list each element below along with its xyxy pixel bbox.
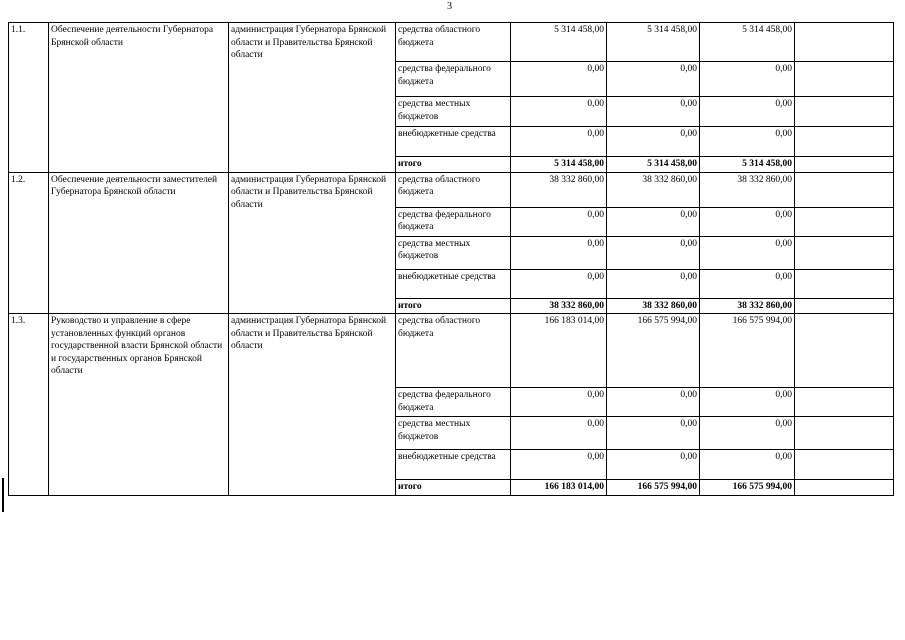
value-year-2: 0,00 <box>607 450 700 480</box>
value-year-3: 0,00 <box>700 236 795 269</box>
margin-mark <box>2 478 4 512</box>
source-name: средства федерального бюджета <box>396 388 511 417</box>
empty-cell <box>795 157 894 173</box>
budget-table <box>8 22 894 496</box>
executor-cell: администрация Губернатора Брянской области и Правительства Брянской области <box>229 314 396 496</box>
value-year-3: 5 314 458,00 <box>700 23 795 62</box>
value-year-3: 0,00 <box>700 450 795 480</box>
empty-cell <box>795 450 894 480</box>
row-index: 1.1. <box>9 23 49 173</box>
total-year-3: 5 314 458,00 <box>700 157 795 173</box>
source-name: внебюджетные средства <box>396 127 511 157</box>
source-name: внебюджетные средства <box>396 269 511 298</box>
total-year-1: 38 332 860,00 <box>511 298 607 314</box>
value-year-2: 0,00 <box>607 62 700 97</box>
value-year-2: 38 332 860,00 <box>607 172 700 207</box>
value-year-3: 38 332 860,00 <box>700 172 795 207</box>
page-number: 3 <box>447 1 452 12</box>
empty-cell <box>795 480 894 496</box>
empty-cell <box>795 172 894 207</box>
source-name: средства областного бюджета <box>396 23 511 62</box>
source-name: итого <box>396 298 511 314</box>
value-year-1: 0,00 <box>511 97 607 127</box>
row-index: 1.2. <box>9 172 49 314</box>
value-year-2: 0,00 <box>607 417 700 450</box>
total-year-3: 166 575 994,00 <box>700 480 795 496</box>
total-year-2: 38 332 860,00 <box>607 298 700 314</box>
value-year-1: 0,00 <box>511 450 607 480</box>
source-name: средства областного бюджета <box>396 314 511 388</box>
value-year-2: 0,00 <box>607 207 700 236</box>
total-year-2: 166 575 994,00 <box>607 480 700 496</box>
value-year-1: 0,00 <box>511 388 607 417</box>
value-year-1: 166 183 014,00 <box>511 314 607 388</box>
source-name: средства федерального бюджета <box>396 207 511 236</box>
value-year-1: 0,00 <box>511 207 607 236</box>
source-name: внебюджетные средства <box>396 450 511 480</box>
value-year-2: 0,00 <box>607 127 700 157</box>
empty-cell <box>795 298 894 314</box>
value-year-3: 0,00 <box>700 417 795 450</box>
value-year-3: 0,00 <box>700 97 795 127</box>
empty-cell <box>795 269 894 298</box>
total-year-3: 38 332 860,00 <box>700 298 795 314</box>
table-row <box>9 172 894 207</box>
source-name: средства местных бюджетов <box>396 417 511 450</box>
executor-cell: администрация Губернатора Брянской области и Правительства Брянской области <box>229 23 396 173</box>
value-year-2: 0,00 <box>607 388 700 417</box>
empty-cell <box>795 236 894 269</box>
value-year-3: 166 575 994,00 <box>700 314 795 388</box>
table-row <box>9 314 894 388</box>
empty-cell <box>795 127 894 157</box>
total-year-1: 166 183 014,00 <box>511 480 607 496</box>
source-name: средства областного бюджета <box>396 172 511 207</box>
source-name: средства федерального бюджета <box>396 62 511 97</box>
source-name: итого <box>396 157 511 173</box>
value-year-2: 166 575 994,00 <box>607 314 700 388</box>
value-year-1: 38 332 860,00 <box>511 172 607 207</box>
measure-title: Руководство и управление в сфере установленных функций органов государственной власти Брянской области и государственных органов Брянской области <box>49 314 229 496</box>
total-year-2: 5 314 458,00 <box>607 157 700 173</box>
empty-cell <box>795 97 894 127</box>
source-name: итого <box>396 480 511 496</box>
row-index: 1.3. <box>9 314 49 496</box>
value-year-2: 0,00 <box>607 269 700 298</box>
empty-cell <box>795 23 894 62</box>
value-year-3: 0,00 <box>700 207 795 236</box>
empty-cell <box>795 388 894 417</box>
value-year-3: 0,00 <box>700 62 795 97</box>
source-name: средства местных бюджетов <box>396 97 511 127</box>
value-year-3: 0,00 <box>700 388 795 417</box>
value-year-1: 0,00 <box>511 62 607 97</box>
value-year-2: 0,00 <box>607 97 700 127</box>
value-year-1: 5 314 458,00 <box>511 23 607 62</box>
value-year-1: 0,00 <box>511 269 607 298</box>
value-year-1: 0,00 <box>511 236 607 269</box>
source-name: средства местных бюджетов <box>396 236 511 269</box>
executor-cell: администрация Губернатора Брянской области и Правительства Брянской области <box>229 172 396 314</box>
value-year-2: 0,00 <box>607 236 700 269</box>
measure-title: Обеспечение деятельности Губернатора Брянской области <box>49 23 229 173</box>
empty-cell <box>795 62 894 97</box>
measure-title: Обеспечение деятельности заместителей Губернатора Брянской области <box>49 172 229 314</box>
table-row <box>9 23 894 62</box>
value-year-3: 0,00 <box>700 269 795 298</box>
empty-cell <box>795 417 894 450</box>
empty-cell <box>795 207 894 236</box>
value-year-1: 0,00 <box>511 417 607 450</box>
empty-cell <box>795 314 894 388</box>
value-year-1: 0,00 <box>511 127 607 157</box>
value-year-3: 0,00 <box>700 127 795 157</box>
total-year-1: 5 314 458,00 <box>511 157 607 173</box>
value-year-2: 5 314 458,00 <box>607 23 700 62</box>
